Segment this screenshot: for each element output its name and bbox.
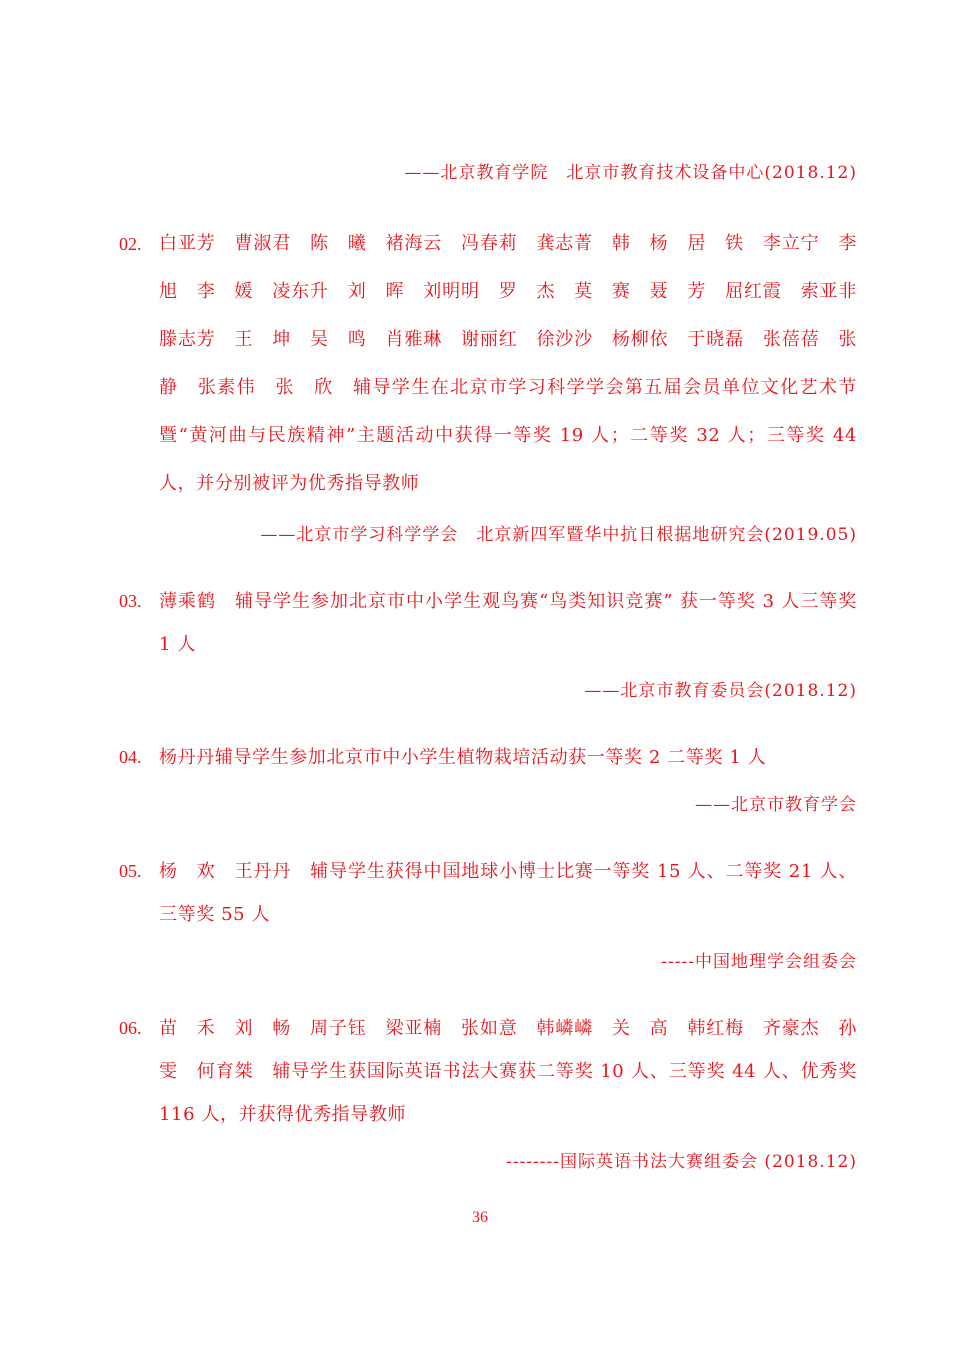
entry-number: 02. bbox=[119, 234, 142, 254]
entry-text: 苗 禾 刘 畅 周子钰 梁亚楠 张如意 韩嶙嶙 关 高 韩红梅 齐豪杰 孙 雯 何育桀 辅导学生获国际英语书法大赛获二等奖 10 人、三等奖 44 人、优秀奖 116 人，并获得优秀指导教师 bbox=[159, 1018, 876, 1125]
source-line-04: ——北京市教育学会 bbox=[695, 795, 857, 815]
entry-number: 06. bbox=[119, 1018, 142, 1038]
entry-text: 薄乘鹤 辅导学生参加北京市中小学生观鸟赛“鸟类知识竞赛” 获一等奖 3 人三等奖 1 人 bbox=[159, 591, 857, 655]
source-line-06: --------国际英语书法大赛组委会 (2018.12) bbox=[506, 1152, 857, 1172]
entry-04 bbox=[119, 736, 857, 779]
source-line-top: ——北京教育学院 北京市教育技术设备中心(2018.12) bbox=[404, 163, 857, 183]
entry-05 bbox=[119, 850, 857, 936]
entry-number: 05. bbox=[119, 861, 142, 881]
entry-number: 03. bbox=[119, 591, 142, 611]
source-line-03: ——北京市教育委员会(2018.12) bbox=[584, 681, 857, 701]
entry-text: 白亚芳 曹淑君 陈 曦 褚海云 冯春莉 龚志菁 韩 杨 居 铁 李立宁 李 旭 李 媛 凌东升 刘 晖 刘明明 罗 杰 莫 赛 聂 芳 屈红霞 索亚非 滕志芳 王 坤 吴 鸣 肖雅琳 谢丽红 徐沙沙 杨柳依 于晓磊 张蓓蓓 张 静 张素伟 张 欣 辅导学生在北京市学习科学学会第五届会员单位文化艺术节暨“黄河曲与民族精神”主题活动中获得一等奖 19 人；二等奖 32 人；三等奖 44 人，并分别被评为优秀指导教师 bbox=[159, 233, 876, 494]
entry-number: 04. bbox=[119, 747, 142, 767]
entry-text: 杨丹丹辅导学生参加北京市中小学生植物栽培活动获一等奖 2 二等奖 1 人 bbox=[159, 747, 767, 768]
entry-03 bbox=[119, 580, 857, 666]
page-number: 36 bbox=[472, 1209, 488, 1226]
entry-text: 杨 欢 王丹丹 辅导学生获得中国地球小博士比赛一等奖 15 人、二等奖 21 人、三等奖 55 人 bbox=[159, 861, 857, 925]
source-line-02: ——北京市学习科学学会 北京新四军暨华中抗日根据地研究会(2019.05) bbox=[260, 525, 857, 545]
entry-06 bbox=[119, 1007, 876, 1136]
source-line-05: -----中国地理学会组委会 bbox=[661, 952, 857, 972]
entry-02 bbox=[119, 220, 876, 508]
